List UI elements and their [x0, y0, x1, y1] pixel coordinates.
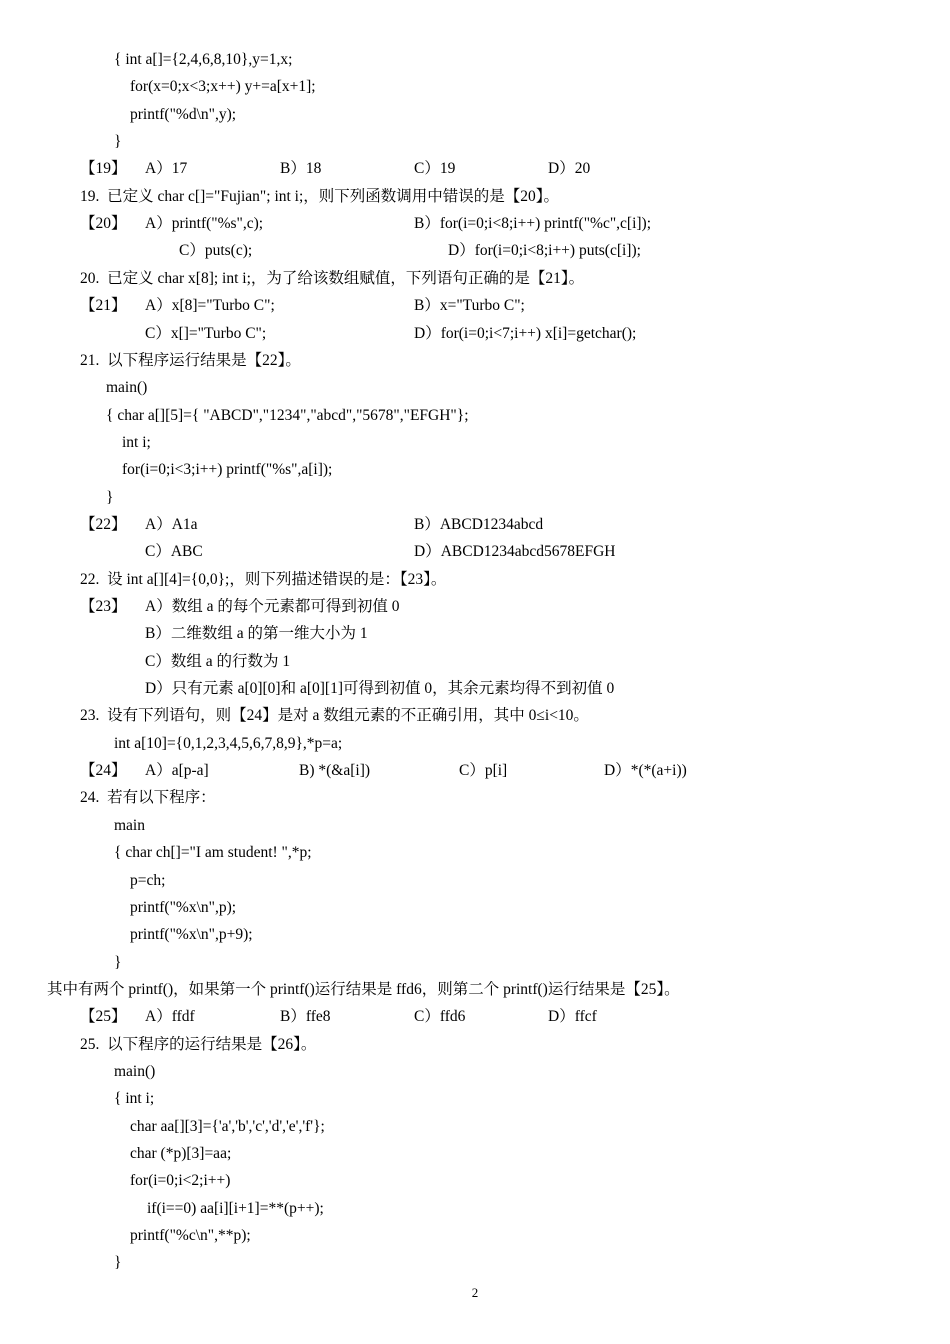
text-line-7-part-2: A）printf("%s",c); — [145, 215, 264, 232]
text-line-38: main() — [114, 1063, 156, 1080]
text-line-45: } — [114, 1254, 122, 1271]
text-line-11-part-2: D）for(i=0;i<7;i++) x[i]=getchar(); — [414, 325, 637, 342]
text-line-9: 20. 已定义 char x[8]; int i;，为了给该数组赋值，下列语句正确的是【21】。 — [80, 270, 585, 287]
text-line-19-part-1: C）ABC — [145, 543, 203, 560]
text-line-5-part-1: 【19】 — [80, 160, 127, 177]
text-line-43: if(i==0) aa[i][i+1]=**(p++); — [147, 1200, 324, 1217]
text-line-8-part-1: C）puts(c); — [179, 242, 253, 259]
text-line-4: } — [114, 133, 122, 150]
text-line-19-part-2: D）ABCD1234abcd5678EFGH — [414, 543, 616, 560]
text-line-10-part-2: A）x[8]="Turbo C"; — [145, 297, 275, 314]
text-line-31: p=ch; — [130, 872, 166, 889]
text-line-23: C）数组 a 的行数为 1 — [145, 653, 291, 670]
text-line-27-part-5: D）*(*(a+i)) — [604, 762, 687, 779]
text-line-10-part-3: B）x="Turbo C"; — [414, 297, 525, 314]
text-line-26: int a[10]={0,1,2,3,4,5,6,7,8,9},*p=a; — [114, 735, 343, 752]
text-line-17: } — [106, 489, 114, 506]
text-line-37: 25. 以下程序的运行结果是【26】。 — [80, 1036, 317, 1053]
text-line-8-part-2: D）for(i=0;i<8;i++) puts(c[i]); — [448, 242, 641, 259]
text-line-29: main — [114, 817, 145, 834]
text-line-27-part-4: C）p[i] — [459, 762, 508, 779]
text-line-1: { int a[]={2,4,6,8,10},y=1,x; — [114, 51, 293, 68]
text-line-22: B）二维数组 a 的第一维大小为 1 — [145, 625, 368, 642]
text-line-27-part-1: 【24】 — [80, 762, 127, 779]
text-line-12: 21. 以下程序运行结果是【22】。 — [80, 352, 301, 369]
text-line-11-part-1: C）x[]="Turbo C"; — [145, 325, 267, 342]
text-line-34: } — [114, 954, 122, 971]
text-line-44: printf("%c\n",**p); — [130, 1227, 251, 1244]
text-line-3: printf("%d\n",y); — [130, 106, 237, 123]
text-line-13: main() — [106, 379, 148, 396]
text-line-27-part-2: A）a[p-a] — [145, 762, 209, 779]
text-line-21-part-2: A）数组 a 的每个元素都可得到初值 0 — [145, 598, 400, 615]
text-line-16: for(i=0;i<3;i++) printf("%s",a[i]); — [122, 461, 333, 478]
text-line-24: D）只有元素 a[0][0]和 a[0][1]可得到初值 0，其余元素均得不到初值 0 — [145, 680, 615, 697]
text-line-36-part-1: 【25】 — [80, 1008, 127, 1025]
text-line-36-part-5: D）ffcf — [548, 1008, 597, 1025]
text-line-15: int i; — [122, 434, 151, 451]
text-line-27-part-3: B) *(&a[i]) — [299, 762, 371, 779]
text-line-40: char aa[][3]={'a','b','c','d','e','f'}; — [130, 1118, 325, 1135]
text-line-41: char (*p)[3]=aa; — [130, 1145, 232, 1162]
text-line-5-part-5: D）20 — [548, 160, 591, 177]
text-line-6: 19. 已定义 char c[]="Fujian"; int i;，则下列函数调用中错误的是【20】。 — [80, 188, 560, 205]
text-line-2: for(x=0;x<3;x++) y+=a[x+1]; — [130, 78, 316, 95]
text-line-33: printf("%x\n",p+9); — [130, 926, 253, 943]
page-number: 2 — [471, 1285, 479, 1300]
text-line-5-part-2: A）17 — [145, 160, 188, 177]
text-line-36-part-2: A）ffdf — [145, 1008, 195, 1025]
text-line-20: 22. 设 int a[][4]={0,0};，则下列描述错误的是：【23】。 — [80, 571, 447, 588]
text-line-7-part-1: 【20】 — [80, 215, 127, 232]
text-line-28: 24. 若有以下程序： — [80, 789, 216, 806]
text-line-18-part-3: B）ABCD1234abcd — [414, 516, 544, 533]
text-line-36-part-3: B）ffe8 — [280, 1008, 331, 1025]
text-line-21-part-1: 【23】 — [80, 598, 127, 615]
text-line-35: 其中有两个 printf()，如果第一个 printf()运行结果是 ffd6，则第二个 printf()运行结果是【25】。 — [47, 981, 680, 998]
text-line-14: { char a[][5]={ "ABCD","1234","abcd","5678","EFGH"}; — [106, 407, 469, 424]
text-line-18-part-2: A）A1a — [145, 516, 198, 533]
text-line-7-part-3: B）for(i=0;i<8;i++) printf("%c",c[i]); — [414, 215, 652, 232]
text-line-25: 23. 设有下列语句，则【24】是对 a 数组元素的不正确引用，其中 0≤i<10。 — [80, 707, 589, 724]
text-line-30: { char ch[]="I am student! ",*p; — [114, 844, 312, 861]
text-line-36-part-4: C）ffd6 — [414, 1008, 466, 1025]
text-line-18-part-1: 【22】 — [80, 516, 127, 533]
text-line-32: printf("%x\n",p); — [130, 899, 237, 916]
text-line-42: for(i=0;i<2;i++) — [130, 1172, 231, 1189]
text-line-5-part-4: C）19 — [414, 160, 456, 177]
text-line-39: { int i; — [114, 1090, 155, 1107]
text-line-5-part-3: B）18 — [280, 160, 322, 177]
text-line-10-part-1: 【21】 — [80, 297, 127, 314]
